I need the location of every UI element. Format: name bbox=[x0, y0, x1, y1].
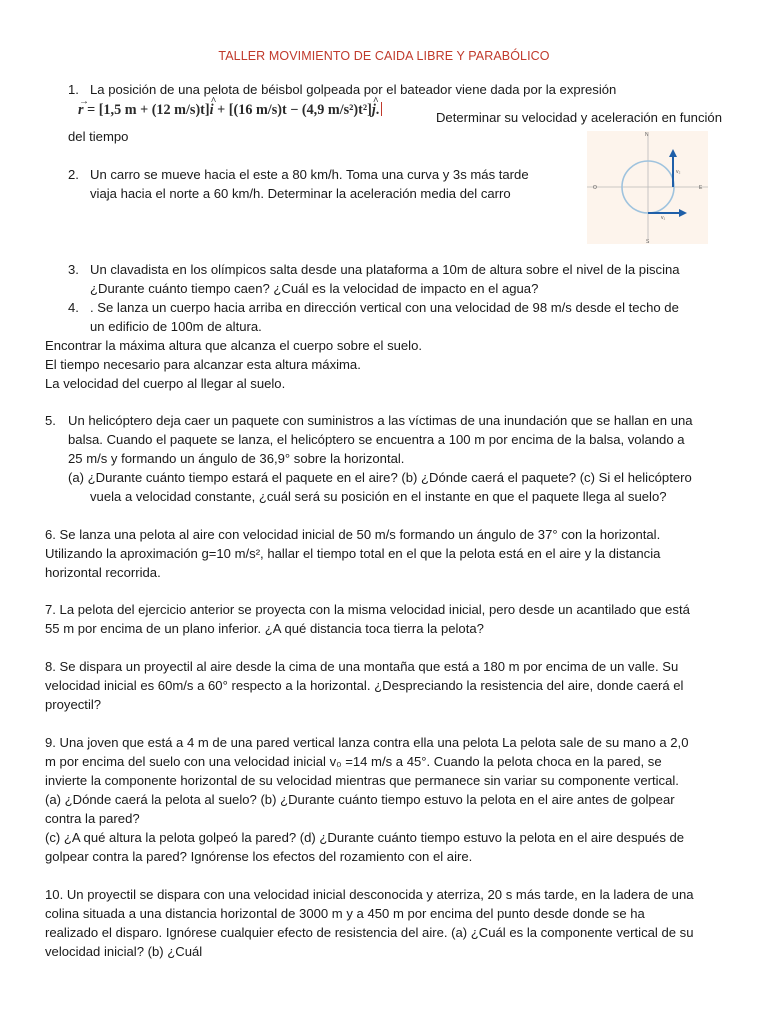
q4-sub3: La velocidad del cuerpo al llegar al suelo. bbox=[45, 376, 286, 391]
q9-line3: invierte la componente horizontal de su velocidad mientras que permanece sin variar su componente vertical. bbox=[45, 773, 679, 788]
q5-line4: (a) ¿Durante cuánto tiempo estará el paquete en el aire? (b) ¿Dónde caerá el paquete? (c) Si el helicóptero bbox=[68, 470, 692, 485]
q4-line1: . Se lanza un cuerpo hacia arriba en dirección vertical con una velocidad de 98 m/s desde el techo de bbox=[90, 300, 679, 315]
eq-r-vector: → r bbox=[78, 96, 89, 118]
label-v1: v₁ bbox=[661, 215, 666, 221]
q5-line5: vuela a velocidad constante, ¿cuál será su posición en el instante en que el paquete llega al suelo? bbox=[90, 489, 667, 504]
q6-line1: 6. Se lanza una pelota al aire con velocidad inicial de 50 m/s formando un ángulo de 37° con la horizontal. bbox=[45, 527, 661, 542]
q8-line1: 8. Se dispara un proyectil al aire desde la cima de una montaña que está a 180 m por encima de un valle. Su bbox=[45, 659, 679, 674]
v2-arrow-head bbox=[669, 149, 677, 157]
q4-sub2: El tiempo necesario para alcanzar esta altura máxima. bbox=[45, 357, 361, 372]
q7-line1: 7. La pelota del ejercicio anterior se proyecta con la misma velocidad inicial, pero desde un acantilado que está bbox=[45, 602, 690, 617]
q5-number: 5. bbox=[45, 413, 56, 428]
q2-line2: viaja hacia el norte a 60 km/h. Determinar la aceleración media del carro bbox=[90, 186, 511, 201]
q3-line2: ¿Durante cuánto tiempo caen? ¿Cuál es la velocidad de impacto en el agua? bbox=[90, 281, 539, 296]
q4-number: 4. bbox=[68, 300, 79, 315]
q10-line1: 10. Un proyectil se dispara con una velocidad inicial desconocida y aterriza, 20 s más tarde, en la ladera de una bbox=[45, 887, 694, 902]
q3-line1: Un clavadista en los olímpicos salta desde una plataforma a 10m de altura sobre el nivel de la piscina bbox=[90, 262, 680, 277]
q4-line2: un edificio de 100m de altura. bbox=[90, 319, 262, 334]
document-title: TALLER MOVIMIENTO DE CAIDA LIBRE Y PARABÓLICO bbox=[218, 49, 550, 63]
q9-line2: m por encima del suelo con una velocidad inicial v₀ =14 m/s a 45°. Cuando la pelota choca en la pared, se bbox=[45, 754, 662, 769]
q7-line2: 55 m por encima de un plano inferior. ¿A qué distancia toca tierra la pelota? bbox=[45, 621, 484, 636]
q5-line3: 25 m/s y formando un ángulo de 36,9° sobre la horizontal. bbox=[68, 451, 405, 466]
v1-arrow-head bbox=[679, 209, 687, 217]
q1-number: 1. bbox=[68, 82, 79, 97]
label-north: N bbox=[645, 132, 649, 138]
q9-line7: golpear contra la pared? Ignórense los efectos del rozamiento con el aire. bbox=[45, 849, 473, 864]
eq-y-term: + [(16 m/s)t − (4,9 m/s²)t²] bbox=[217, 102, 372, 118]
eq-i-unit: ^ i bbox=[209, 96, 217, 118]
q9-line1: 9. Una joven que está a 4 m de una pared vertical lanza contra ella una pelota La pelota sale de su mano a 2,0 bbox=[45, 735, 689, 750]
q9-line5: contra la pared? bbox=[45, 811, 140, 826]
text-cursor bbox=[381, 102, 382, 116]
label-v2: v₂ bbox=[676, 169, 681, 175]
q1-line3: del tiempo bbox=[68, 129, 129, 144]
label-south: S bbox=[646, 239, 650, 244]
q1-line1: La posición de una pelota de béisbol golpeada por el bateador viene dada por la expresión bbox=[90, 82, 617, 97]
position-equation bbox=[78, 96, 382, 120]
eq-x-term: = [1,5 m + (12 m/s)t] bbox=[87, 102, 210, 118]
velocity-diagram bbox=[587, 131, 708, 244]
q4-sub1: Encontrar la máxima altura que alcanza el cuerpo sobre el suelo. bbox=[45, 338, 423, 353]
q2-number: 2. bbox=[68, 167, 79, 182]
label-west: O bbox=[593, 185, 597, 191]
q5-line2: balsa. Cuando el paquete se lanza, el helicóptero se encuentra a 100 m por encima de la balsa, volando a bbox=[68, 432, 685, 447]
q1-line2: Determinar su velocidad y aceleración en función bbox=[435, 110, 722, 125]
q3-number: 3. bbox=[68, 262, 79, 277]
eq-j-unit: ^ j bbox=[371, 96, 379, 118]
q2-line1: Un carro se mueve hacia el este a 80 km/h. Toma una curva y 3s más tarde bbox=[90, 167, 529, 182]
eq-dot: . bbox=[375, 102, 380, 118]
velocity-diagram-svg bbox=[587, 131, 708, 244]
q8-line2: velocidad inicial es 60m/s a 60° respecto a la horizontal. ¿Despreciando la resistencia del aire, donde caerá el bbox=[45, 678, 684, 693]
label-east: E bbox=[699, 185, 703, 191]
q9-line6: (c) ¿A qué altura la pelota golpeó la pared? (d) ¿Durante cuánto tiempo estuvo la pelota en el aire después de bbox=[45, 830, 685, 845]
q10-line2: colina situada a una distancia horizontal de 3000 m y a 450 m por encima del punto desde donde se ha bbox=[45, 906, 645, 921]
q10-line3: realizado el disparo. Ignórese cualquier efecto de resistencia del aire. (a) ¿Cuál es la componente vertical de su bbox=[45, 925, 694, 940]
q6-line2: Utilizando la aproximación g=10 m/s², hallar el tiempo total en el que la pelota está en el aire y la distancia bbox=[45, 546, 661, 561]
q5-line1: Un helicóptero deja caer un paquete con suministros a las víctimas de una inundación que se hallan en una bbox=[68, 413, 693, 428]
q10-line4: velocidad inicial? (b) ¿Cuál bbox=[45, 944, 203, 959]
q9-line4: (a) ¿Dónde caerá la pelota al suelo? (b) ¿Durante cuánto tiempo estuvo la pelota en el aire antes de golpear bbox=[45, 792, 675, 807]
q6-line3: horizontal recorrida. bbox=[45, 565, 161, 580]
q8-line3: proyectil? bbox=[45, 697, 102, 712]
